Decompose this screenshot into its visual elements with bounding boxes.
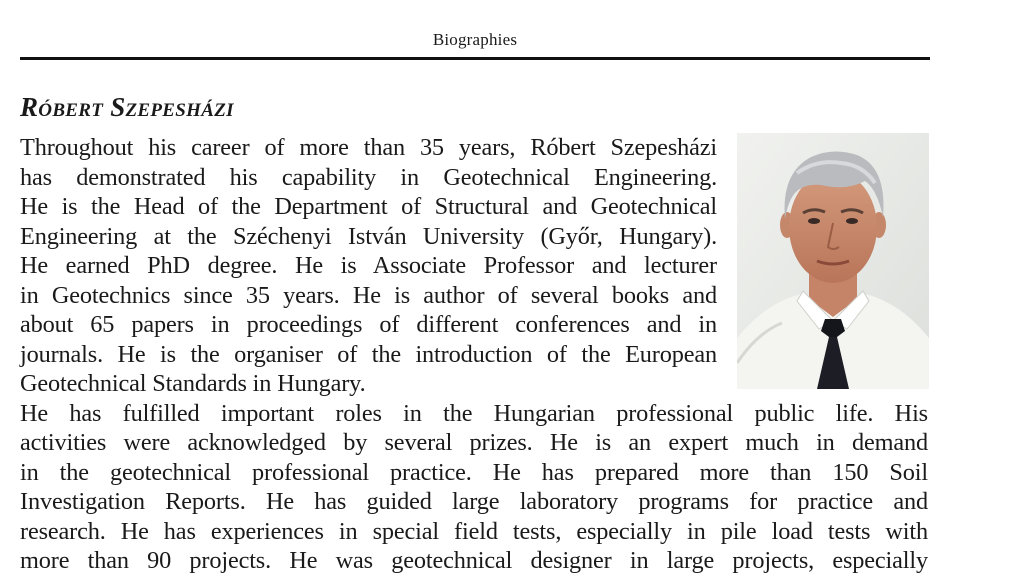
paragraph1-line: Throughout his career of more than 35 years, Róbert Szepesházi	[20, 134, 717, 161]
biography-text	[20, 133, 930, 576]
paragraph1-line: He earned PhD degree. He is Associate Professor and lecturer	[20, 252, 717, 279]
paragraph1-line: He is the Head of the Department of Structural and Geotechnical	[20, 193, 717, 220]
paragraph1-line: journals. He is the organiser of the introduction of the European	[20, 340, 717, 368]
paragraph2-line: more than 90 projects. He was geotechnical designer in large projects, especially	[20, 547, 928, 574]
header-rule	[20, 57, 930, 60]
paragraph1-line: Geotechnical Standards in Hungary.	[20, 370, 366, 397]
paragraph2-line: research. He has experiences in special field tests, especially in pile load tests with	[20, 517, 928, 545]
paragraph1-line: has demonstrated his capability in Geotechnical Engineering.	[20, 163, 717, 191]
biography-name: Róbert Szepesházi	[20, 92, 234, 122]
running-head: Biographies	[432, 30, 518, 49]
paragraph2-line: activities were acknowledged by several prizes. He is an expert much in demand	[20, 429, 928, 456]
paragraph2-line: He has fulfilled important roles in the Hungarian professional public life. His	[20, 399, 928, 427]
paragraph2-line: in the geotechnical professional practice. He has prepared more than 150 Soil	[20, 458, 928, 486]
paragraph1-line: in Geotechnics since 35 years. He is author of several books and	[20, 281, 717, 309]
paragraph1-line: Engineering at the Széchenyi István University (Győr, Hungary).	[20, 222, 717, 250]
paragraph1-line: about 65 papers in proceedings of different conferences and in	[20, 311, 717, 338]
paragraph2-line: Investigation Reports. He has guided large laboratory programs for practice and	[20, 488, 928, 515]
